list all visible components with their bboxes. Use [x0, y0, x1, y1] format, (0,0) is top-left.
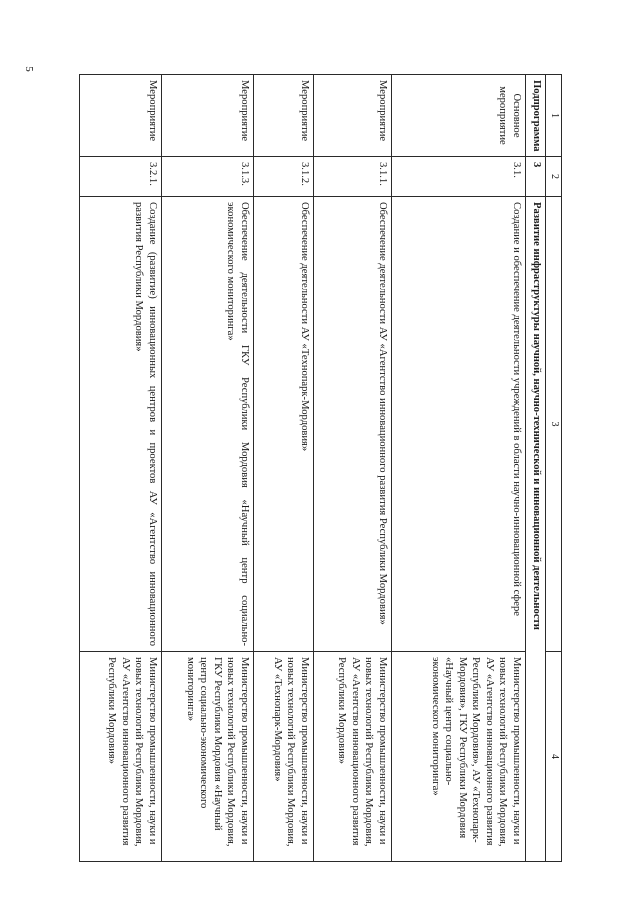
row-code: 3.1.3. [162, 157, 254, 197]
rotated-table-container [80, 74, 562, 861]
row-type: Основное мероприятие [392, 75, 526, 157]
column-number-row [546, 75, 562, 862]
row-code: 3.1.2. [254, 157, 314, 197]
row-name: Обеспечение деятельности АУ «Технопарк-Мордовия» [254, 197, 314, 652]
row-name: Обеспечение деятельности АУ «Агентство инновационного развития Республики Мордовия» [314, 197, 392, 652]
program-table [79, 74, 562, 862]
row-executor: Министерство промышленности, науки и новых технологий Республики Мордовия, АУ «Агентство инновационного развития Республики Мордовия» [314, 652, 392, 862]
column-number: 4 [546, 652, 562, 862]
row-type: Мероприятие [80, 75, 162, 157]
column-number: 3 [546, 197, 562, 652]
row-code: 3.1. [392, 157, 526, 197]
table-row [254, 75, 314, 862]
column-number: 2 [546, 157, 562, 197]
section-type: Подпрограмма [526, 75, 546, 157]
row-executor: Министерство промышленности, науки и новых технологий Республики Мордовия, АУ «Агентство инновационного развития Республики Мордовия», АУ «Технопарк-Мордовия», ГКУ Республики Мордовия «Научный центр социально-экономического мониторинга» [392, 652, 526, 862]
section-row [526, 75, 546, 862]
table-row [162, 75, 254, 862]
table-row [314, 75, 392, 862]
row-name: Обеспечение деятельности ГКУ Республики Мордовия «Научный центр социально-экономического мониторинга» [162, 197, 254, 652]
page-number: 5 [22, 66, 35, 72]
table-row [80, 75, 162, 862]
section-title: Развитие инфраструктуры научной, научно-технической и инновационной деятельности [526, 197, 546, 862]
row-code: 3.2.1. [80, 157, 162, 197]
table-row [392, 75, 526, 862]
row-executor: Министерство промышленности, науки и новых технологий Республики Мордовия, АУ «Агентство инновационного развития Республики Мордовия» [80, 652, 162, 862]
row-type: Мероприятие [254, 75, 314, 157]
row-type: Мероприятие [314, 75, 392, 157]
section-code: 3 [526, 157, 546, 197]
row-code: 3.1.1. [314, 157, 392, 197]
column-number: 1 [546, 75, 562, 157]
row-executor: Министерство промышленности, науки и новых технологий Республики Мордовия, АУ «Технопарк-Мордовия» [254, 652, 314, 862]
row-executor: Министерство промышленности, науки и новых технологий Республики Мордовия, ГКУ Республики Мордовия «Научный центр социально-экономического мониторинга» [162, 652, 254, 862]
row-type: Мероприятие [162, 75, 254, 157]
row-name: Создание (развитие) инновационных центров и проектов АУ «Агентство инновационного развития Республики Мордовия» [80, 197, 162, 652]
row-name: Создание и обеспечение деятельности учреждений в области научно-инновационной сфере [392, 197, 526, 652]
